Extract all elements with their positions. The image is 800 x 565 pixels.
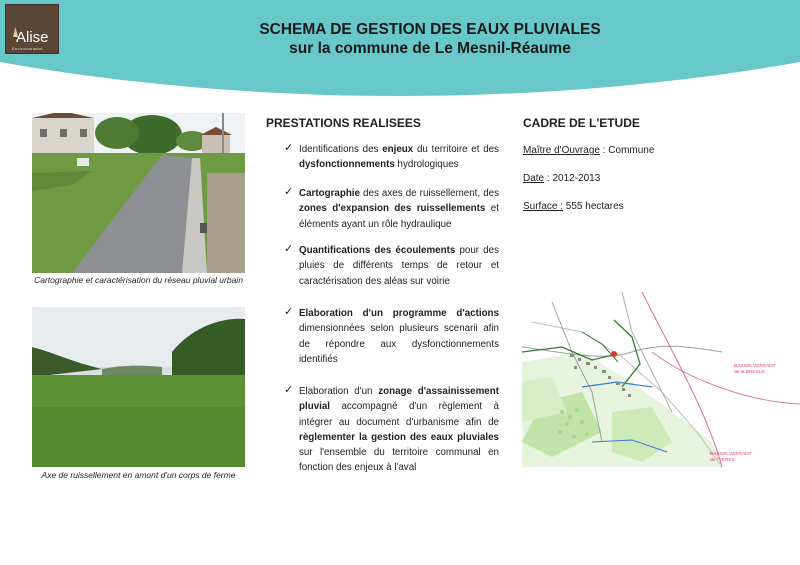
page-title: SCHEMA DE GESTION DES EAUX PLUVIALES (259, 21, 601, 38)
item-text: hydrologiques (394, 159, 459, 171)
cadre-title: CADRE DE L'ETUDE (523, 116, 640, 130)
map-label-bresle-1: BASSIN VERSANT (734, 364, 776, 369)
item-bold: enjeux (382, 144, 414, 155)
check-icon: ✓ (284, 142, 294, 154)
item-text: pour des pluies de différents temps de retour et caractérisation des aléas sur voirie (299, 245, 499, 287)
item-text: sur l'ensemble du territoire communal en fonction des enjeux à l'aval (299, 447, 499, 474)
maitre-value: : Commune (599, 145, 655, 156)
check-icon: ✓ (284, 243, 294, 255)
item-bold: zonage d'assainissement pluvial (299, 386, 499, 413)
item-text: Elaboration d'un (299, 386, 379, 397)
prestation-item-2 (299, 186, 499, 232)
photo-field-caption: Axe de ruissellement en amont d'un corps de ferme (41, 470, 236, 480)
map-label-bresle-2: de la BRESLE (734, 370, 765, 375)
item-text: Identifications des (299, 144, 383, 155)
item-bold: zones d'expansion des ruissellements (299, 203, 486, 215)
check-icon: ✓ (284, 384, 294, 396)
item-bold: dysfonctionnements (299, 159, 395, 171)
surface-value: 555 hectares (563, 201, 624, 212)
maitre-ouvrage (523, 145, 654, 156)
date-field (523, 173, 600, 184)
photo-road-caption: Cartographie et caractérisation du réseau pluvial urbain (34, 275, 243, 285)
map-label-yeres-2: de l'YERES (710, 458, 735, 463)
prestation-item-5 (299, 384, 499, 476)
page-subtitle: sur la commune de Le Mesnil-Réaume (289, 40, 571, 57)
prestations-title: PRESTATIONS REALISEES (266, 116, 421, 130)
item-text: du territoire et des (413, 144, 499, 155)
date-label: Date (523, 173, 545, 184)
prestation-item-4 (299, 306, 499, 367)
prestation-item-3 (299, 243, 499, 289)
item-text: des axes de ruissellement, des (359, 188, 499, 199)
check-icon: ✓ (284, 306, 294, 318)
maitre-label: Maître d'Ouvrage (523, 145, 600, 156)
surface-field (523, 201, 624, 212)
item-bold: Quantifications des écoulements (299, 245, 456, 256)
check-icon: ✓ (284, 186, 294, 198)
logo-subtext: Environnement (12, 46, 43, 51)
watershed-map (522, 292, 800, 467)
alise-logo (6, 5, 58, 53)
item-bold: Cartographie (299, 188, 360, 199)
prestation-item-1 (299, 142, 499, 173)
map-label-yeres-1: BASSIN VERSANT (710, 452, 752, 457)
surface-label: Surface : (523, 201, 564, 212)
item-bold: règlementer la gestion des eaux pluviales (299, 431, 499, 443)
item-text: et éléments ayant un rôle hydraulique (299, 203, 499, 230)
item-text: accompagné d'un règlement à intégrer au document d'urbanisme afin de (299, 401, 499, 428)
photo-road (32, 113, 245, 273)
item-text: dimensionnées selon plusieurs scenarii afin de répondre aux dysfonctionnements identifiés (299, 323, 499, 365)
item-bold: Elaboration d'un programme d'actions (299, 308, 499, 319)
logo-text: Alise (16, 29, 49, 46)
date-value: : 2012-2013 (544, 173, 601, 184)
photo-field (32, 307, 245, 467)
